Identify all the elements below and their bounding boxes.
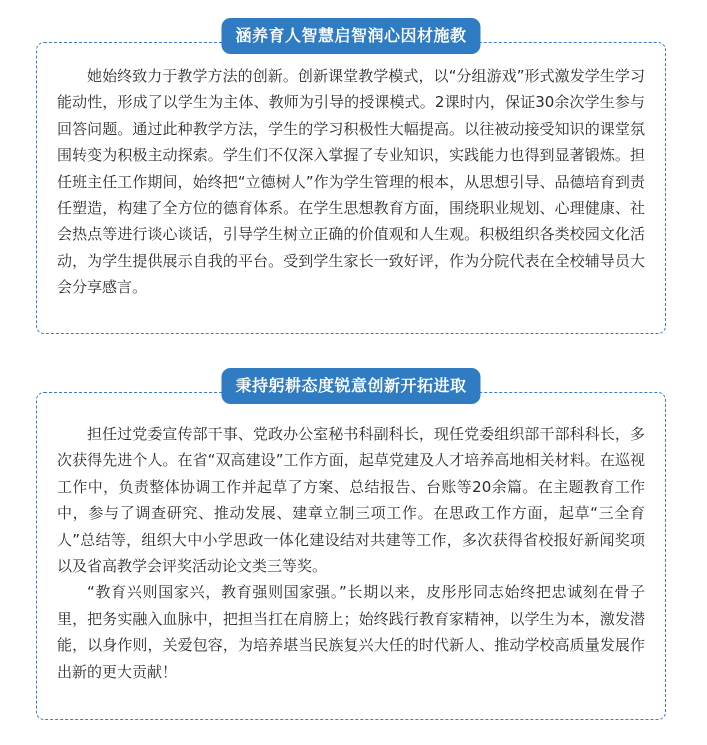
body-paragraph: 担任过党委宣传部干事、党政办公室秘书科副科长，现任党委组织部干部科科长，多次获得先进个人。在省“双高建设”工作方面，起草党建及人才培养高地相关材料。在巡视工作中，负责整体协调工作并起草了方案、总结报告、台账等20余篇。在主题教育工作中，参与了调查研究、推动发展、建章立制三项工作。在思政工作方面，起草“三全育人”总结等，组织大中小学思政一体化建设结对共建等工作，多次获得省校报好新闻奖项以及省高教学会评奖活动论文类三等奖。 bbox=[57, 425, 645, 576]
section-title: 涵养育人智慧启智润心因材施教 bbox=[221, 18, 480, 54]
section-body bbox=[37, 393, 665, 685]
body-paragraph: 她始终致力于教学方法的创新。创新课堂教学模式，以“分组游戏”形式激发学生学习能动性，形成了以学生为主体、教师为引导的授课模式。2课时内，保证30余次学生参与回答问题。通过此种教学方法，学生的学习积极性大幅提高。以往被动接受知识的课堂氛围转变为积极主动探索。学生们不仅深入掌握了专业知识，实践能力也得到显著锻炼。担任班主任工作期间，始终把“立德树人”作为学生管理的根本，从思想引导、品德培育到责任塑造，构建了全方位的德育体系。在学生思想教育方面，围绕职业规划、心理健康、社会热点等进行谈心谈话，引导学生树立正确的价值观和人生观。积极组织各类校园文化活动，为学生提供展示自我的平台。受到学生家长一致好评，作为分院代表在全校辅导员大会分享感言。 bbox=[57, 67, 645, 297]
section-content-box bbox=[36, 392, 666, 720]
section-title: 秉持躬耕态度锐意创新开拓进取 bbox=[221, 368, 480, 404]
section-body bbox=[37, 43, 665, 301]
section-content-box bbox=[36, 42, 666, 334]
body-paragraph: “教育兴则国家兴，教育强则国家强。”长期以来，皮彤彤同志始终把忠诚刻在骨子里，把务实融入血脉中，把担当扛在肩膀上；始终践行教育家精神，以学生为本，激发潜能，以身作则，关爱包容，为培养堪当民族复兴大任的时代新人、推动学校高质量发展作出新的更大贡献！ bbox=[57, 583, 645, 681]
